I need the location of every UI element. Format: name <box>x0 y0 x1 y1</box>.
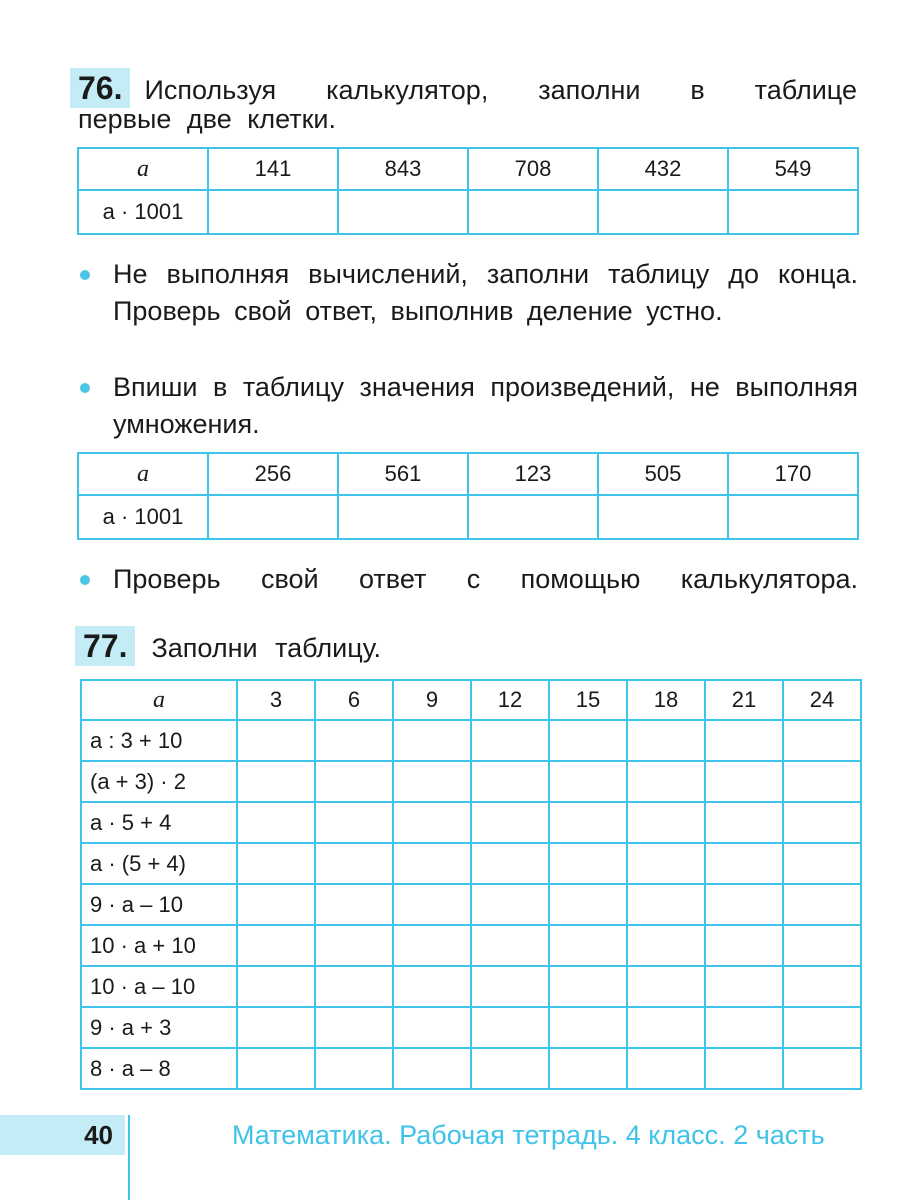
answer-cell[interactable] <box>237 843 315 884</box>
answer-cell[interactable] <box>705 966 783 1007</box>
answer-cell[interactable] <box>728 495 858 539</box>
expression-label: a · (5 + 4) <box>81 843 237 884</box>
answer-cell[interactable] <box>783 966 861 1007</box>
table-answer-row <box>78 190 858 234</box>
answer-cell[interactable] <box>705 802 783 843</box>
answer-cell[interactable] <box>783 761 861 802</box>
answer-cell[interactable] <box>471 925 549 966</box>
answer-cell[interactable] <box>237 1007 315 1048</box>
answer-cell[interactable] <box>783 925 861 966</box>
answer-cell[interactable] <box>237 884 315 925</box>
answer-cell[interactable] <box>549 843 627 884</box>
expression-label: 9 · a – 10 <box>81 884 237 925</box>
table-row <box>81 884 861 925</box>
table-value-cell: 170 <box>728 453 858 495</box>
table-head-variable: a <box>81 680 237 720</box>
answer-cell[interactable] <box>471 1007 549 1048</box>
bullet-2-text: Впиши в таблицу значения произведений, не выполняя умножения. <box>113 372 858 439</box>
table-row <box>81 843 861 884</box>
answer-cell[interactable] <box>598 495 728 539</box>
answer-cell[interactable] <box>549 761 627 802</box>
table-value-cell: 549 <box>728 148 858 190</box>
answer-cell[interactable] <box>338 495 468 539</box>
table-value-cell: 21 <box>705 680 783 720</box>
book-title: Математика. Рабочая тетрадь. 4 класс. 2 часть <box>232 1120 825 1150</box>
table-value-cell: 561 <box>338 453 468 495</box>
expression-label: 10 · a + 10 <box>81 925 237 966</box>
page-number: 40 <box>0 1115 125 1155</box>
answer-cell[interactable] <box>393 1048 471 1089</box>
table-value-cell: 141 <box>208 148 338 190</box>
table-value-cell: 123 <box>468 453 598 495</box>
answer-cell[interactable] <box>471 966 549 1007</box>
answer-cell[interactable] <box>208 495 338 539</box>
answer-cell[interactable] <box>783 843 861 884</box>
answer-cell[interactable] <box>549 884 627 925</box>
table-value-cell: 15 <box>549 680 627 720</box>
table-row <box>81 1007 861 1048</box>
answer-cell[interactable] <box>627 761 705 802</box>
answer-cell[interactable] <box>705 720 783 761</box>
answer-cell[interactable] <box>549 925 627 966</box>
bullet-1-text: Не выполняя вычислений, заполни таблицу до конца. Проверь свой ответ, выполнив деление устно. <box>113 259 858 326</box>
bullet-dot <box>80 575 90 585</box>
answer-cell[interactable] <box>549 966 627 1007</box>
answer-cell[interactable] <box>315 1048 393 1089</box>
answer-cell[interactable] <box>338 190 468 234</box>
answer-cell[interactable] <box>549 720 627 761</box>
answer-cell[interactable] <box>468 495 598 539</box>
answer-cell[interactable] <box>549 1007 627 1048</box>
task-77-table <box>80 679 862 1090</box>
table-value-cell: 432 <box>598 148 728 190</box>
answer-cell[interactable] <box>627 884 705 925</box>
answer-cell[interactable] <box>783 884 861 925</box>
answer-cell[interactable] <box>393 843 471 884</box>
intro-word: калькулятор, <box>326 75 489 105</box>
table-value-cell: 843 <box>338 148 468 190</box>
answer-cell[interactable] <box>728 190 858 234</box>
table-row <box>81 802 861 843</box>
table-header-row <box>81 680 861 720</box>
table-value-cell: 12 <box>471 680 549 720</box>
task-76-intro-line2: первые две клетки. <box>78 104 336 134</box>
answer-cell[interactable] <box>237 802 315 843</box>
answer-cell[interactable] <box>393 761 471 802</box>
task-77-title: Заполни таблицу. <box>151 633 382 663</box>
task-76-table-2 <box>77 452 859 540</box>
answer-cell[interactable] <box>783 1007 861 1048</box>
answer-cell[interactable] <box>705 843 783 884</box>
task-77-number: 77. <box>75 626 135 666</box>
answer-cell[interactable] <box>705 761 783 802</box>
table-row <box>81 966 861 1007</box>
table-row <box>81 720 861 761</box>
answer-cell[interactable] <box>627 802 705 843</box>
table-answer-row <box>78 495 858 539</box>
table-row-label: a · 1001 <box>78 190 208 234</box>
answer-cell[interactable] <box>315 1007 393 1048</box>
answer-cell[interactable] <box>598 190 728 234</box>
answer-cell[interactable] <box>471 884 549 925</box>
answer-cell[interactable] <box>393 1007 471 1048</box>
answer-cell[interactable] <box>627 1007 705 1048</box>
table-head-variable: a <box>78 148 208 190</box>
bullet-dot <box>80 383 90 393</box>
answer-cell[interactable] <box>471 761 549 802</box>
intro-word: в <box>690 75 705 105</box>
expression-label: 8 · a – 8 <box>81 1048 237 1089</box>
answer-cell[interactable] <box>315 802 393 843</box>
answer-cell[interactable] <box>783 802 861 843</box>
task-76-number: 76. <box>70 68 130 108</box>
answer-cell[interactable] <box>471 720 549 761</box>
intro-word: Используя <box>144 75 277 105</box>
answer-cell[interactable] <box>549 1048 627 1089</box>
footer-divider <box>128 1115 130 1200</box>
table-value-cell: 505 <box>598 453 728 495</box>
answer-cell[interactable] <box>627 1048 705 1089</box>
answer-cell[interactable] <box>705 925 783 966</box>
table-value-cell: 24 <box>783 680 861 720</box>
answer-cell[interactable] <box>393 720 471 761</box>
table-row <box>81 925 861 966</box>
expression-label: a : 3 + 10 <box>81 720 237 761</box>
answer-cell[interactable] <box>471 802 549 843</box>
answer-cell[interactable] <box>705 1007 783 1048</box>
answer-cell[interactable] <box>237 966 315 1007</box>
intro-word: таблице <box>754 75 857 105</box>
answer-cell[interactable] <box>705 1048 783 1089</box>
answer-cell[interactable] <box>315 720 393 761</box>
expression-label: 9 · a + 3 <box>81 1007 237 1048</box>
answer-cell[interactable] <box>393 884 471 925</box>
task-76-table-1 <box>77 147 859 235</box>
answer-cell[interactable] <box>315 884 393 925</box>
answer-cell[interactable] <box>471 843 549 884</box>
expression-label: 10 · a – 10 <box>81 966 237 1007</box>
answer-cell[interactable] <box>549 802 627 843</box>
answer-cell[interactable] <box>627 966 705 1007</box>
table-value-cell: 18 <box>627 680 705 720</box>
answer-cell[interactable] <box>315 966 393 1007</box>
answer-cell[interactable] <box>315 925 393 966</box>
answer-cell[interactable] <box>393 802 471 843</box>
answer-cell[interactable] <box>468 190 598 234</box>
table-row <box>81 761 861 802</box>
task-76-header <box>70 68 857 108</box>
answer-cell[interactable] <box>393 966 471 1007</box>
answer-cell[interactable] <box>627 843 705 884</box>
bullet-dot <box>80 270 90 280</box>
table-header-row <box>78 453 858 495</box>
bullet-3-text: Проверь свой ответ с помощью калькулятора. <box>113 564 858 594</box>
table-row-label: a · 1001 <box>78 495 208 539</box>
table-row <box>81 1048 861 1089</box>
answer-cell[interactable] <box>315 761 393 802</box>
task-76-intro-line1 <box>144 75 857 106</box>
answer-cell[interactable] <box>705 884 783 925</box>
table-header-row <box>78 148 858 190</box>
expression-label: (a + 3) · 2 <box>81 761 237 802</box>
answer-cell[interactable] <box>237 720 315 761</box>
table-value-cell: 6 <box>315 680 393 720</box>
answer-cell[interactable] <box>627 720 705 761</box>
answer-cell[interactable] <box>393 925 471 966</box>
answer-cell[interactable] <box>783 1048 861 1089</box>
table-value-cell: 3 <box>237 680 315 720</box>
answer-cell[interactable] <box>237 925 315 966</box>
expression-label: a · 5 + 4 <box>81 802 237 843</box>
answer-cell[interactable] <box>783 720 861 761</box>
table-value-cell: 708 <box>468 148 598 190</box>
intro-word: заполни <box>538 75 641 105</box>
answer-cell[interactable] <box>627 925 705 966</box>
table-head-variable: a <box>78 453 208 495</box>
answer-cell[interactable] <box>315 843 393 884</box>
answer-cell[interactable] <box>237 1048 315 1089</box>
task-77-header <box>75 626 381 666</box>
answer-cell[interactable] <box>208 190 338 234</box>
table-value-cell: 256 <box>208 453 338 495</box>
table-value-cell: 9 <box>393 680 471 720</box>
answer-cell[interactable] <box>471 1048 549 1089</box>
answer-cell[interactable] <box>237 761 315 802</box>
